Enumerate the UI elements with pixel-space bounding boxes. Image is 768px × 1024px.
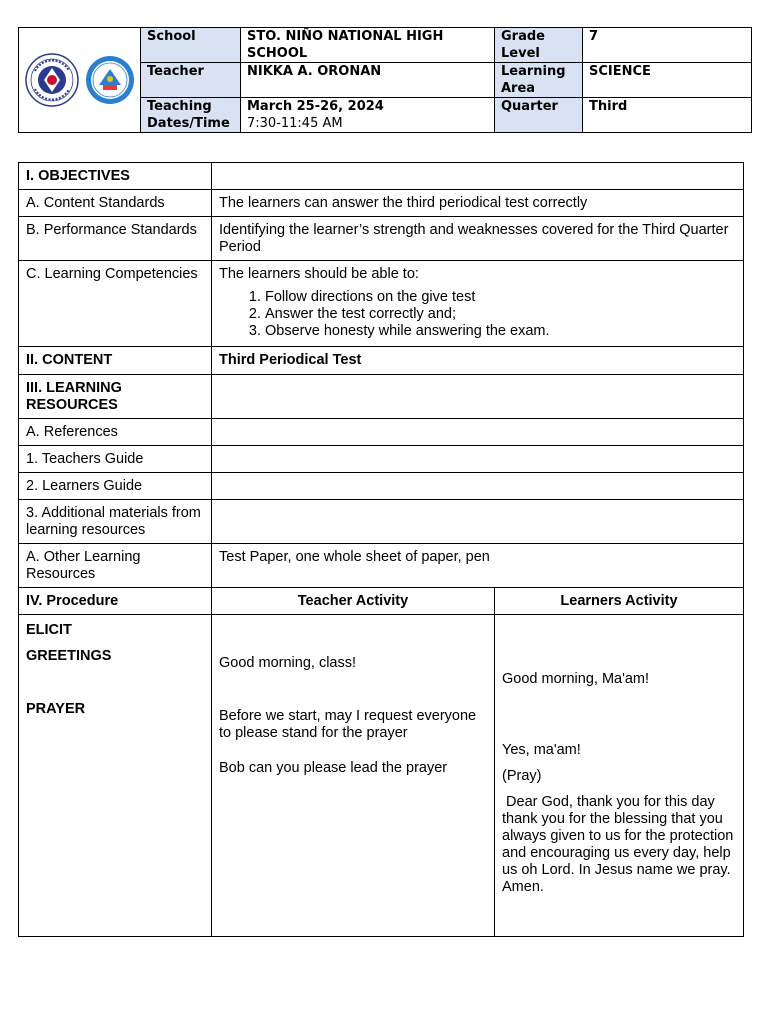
school-label: School [141, 28, 241, 63]
grade-value: 7 [583, 28, 752, 63]
teacher-activity-header: Teacher Activity [212, 588, 495, 615]
additional-materials-empty-cell [212, 500, 744, 544]
dates-cell [241, 98, 495, 133]
other-resources-value: Test Paper, one whole sheet of paper, pen [212, 544, 744, 588]
lesson-plan-table [18, 162, 744, 937]
teachers-guide-empty-cell [212, 446, 744, 473]
resources-heading: III. LEARNING RESOURCES [19, 375, 212, 419]
area-value: SCIENCE [583, 63, 752, 98]
grade-label: Grade Level [495, 28, 583, 63]
dates-value: March 25-26, 2024 [247, 99, 384, 114]
time-value: 7:30-11:45 AM [247, 116, 343, 131]
resources-empty-cell [212, 375, 744, 419]
competency-item: 1. Follow directions on the give test [265, 289, 736, 306]
greetings-label: GREETINGS [26, 648, 112, 664]
performance-standards-label: B. Performance Standards [19, 217, 212, 261]
procedure-heading: IV. Procedure [19, 588, 212, 615]
deped-seal-icon [25, 53, 79, 107]
content-standards-value: The learners can answer the third periodical test correctly [212, 190, 744, 217]
competencies-cell [212, 261, 744, 347]
content-value: Third Periodical Test [212, 347, 744, 375]
teacher-greeting: Good morning, class! [219, 655, 357, 671]
elicit-label: ELICIT [26, 622, 72, 638]
learner-pray: (Pray) [502, 768, 542, 784]
learners-activity-header: Learners Activity [495, 588, 744, 615]
competencies-label: C. Learning Competencies [19, 261, 212, 347]
dates-label: Teaching Dates/Time [141, 98, 241, 133]
performance-standards-value: Identifying the learner’s strength and weaknesses covered for the Third Quarter Period [212, 217, 744, 261]
area-label: Learning Area [495, 63, 583, 98]
learners-guide-empty-cell [212, 473, 744, 500]
learner-yes: Yes, ma'am! [502, 742, 581, 758]
additional-materials-label: 3. Additional materials from learning resources [19, 500, 212, 544]
procedure-stages-cell [19, 615, 212, 937]
objectives-heading: I. OBJECTIVES [19, 163, 212, 190]
school-seal-icon [85, 55, 135, 105]
objectives-empty-cell [212, 163, 744, 190]
learner-greeting: Good morning, Ma'am! [502, 671, 650, 687]
quarter-value: Third [583, 98, 752, 133]
content-standards-label: A. Content Standards [19, 190, 212, 217]
teacher-lead-prayer: Bob can you please lead the prayer [219, 760, 448, 776]
teacher-value: NIKKA A. ORONAN [241, 63, 495, 98]
header-table [18, 27, 752, 133]
teachers-guide-label: 1. Teachers Guide [19, 446, 212, 473]
teacher-label: Teacher [141, 63, 241, 98]
quarter-label: Quarter [495, 98, 583, 133]
content-heading: II. CONTENT [19, 347, 212, 375]
learner-prayer-text: Dear God, thank you for this day thank you for the blessing that you always given to us for the protection and encouraging us every day, help us oh Lord. In Jesus name we pray. Amen. [502, 794, 738, 895]
learners-guide-label: 2. Learners Guide [19, 473, 212, 500]
other-resources-label: A. Other Learning Resources [19, 544, 212, 588]
learners-activity-cell [495, 615, 744, 937]
competency-item: 3. Observe honesty while answering the exam. [265, 323, 736, 340]
references-empty-cell [212, 419, 744, 446]
references-label: A. References [19, 419, 212, 446]
competencies-list [219, 289, 736, 340]
teacher-prayer-request: Before we start, may I request everyone to please stand for the prayer [219, 708, 477, 741]
teacher-activity-cell [212, 615, 495, 937]
logo-cell [19, 28, 141, 133]
competency-item: 2. Answer the test correctly and; [265, 306, 736, 323]
competencies-intro: The learners should be able to: [219, 266, 419, 282]
school-value: STO. NIÑO NATIONAL HIGH SCHOOL [241, 28, 495, 63]
prayer-label: PRAYER [26, 701, 86, 717]
